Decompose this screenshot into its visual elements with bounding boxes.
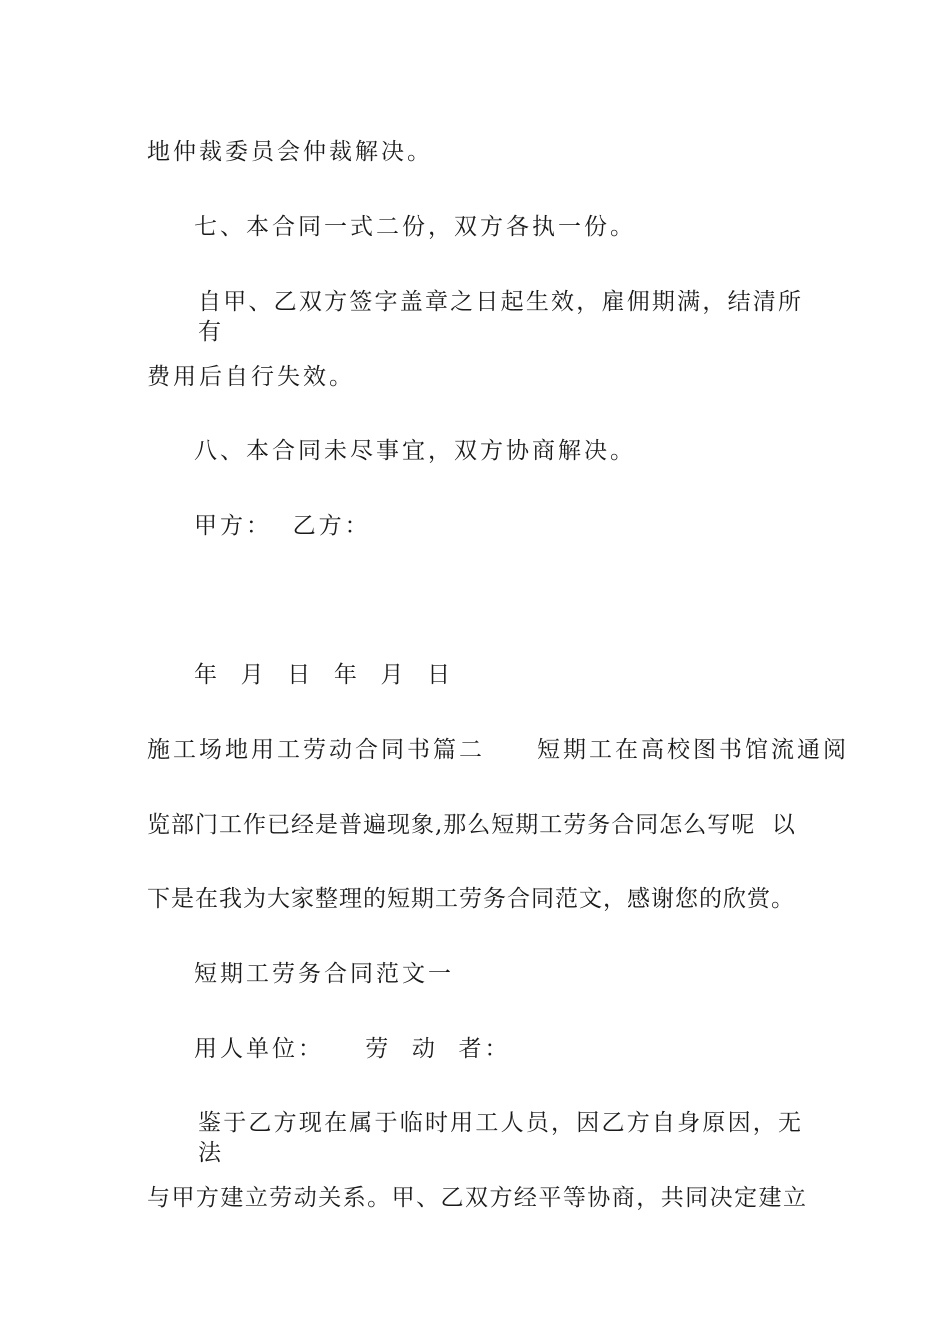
- paragraph-line: 鉴于乙方现在属于临时用工人员，因乙方自身原因，无法: [198, 1110, 803, 1166]
- paragraph-line: 下是在我为大家整理的短期工劳务合同范文，感谢您的欣赏。: [147, 886, 795, 912]
- section-title: 施工场地用工劳动合同书篇二: [147, 737, 485, 763]
- paragraph-line: 览部门工作已经是普遍现象,那么短期工劳务合同怎么写呢 以: [147, 812, 796, 838]
- sample-title: 短期工劳务合同范文一: [194, 961, 454, 987]
- clause-eight: 八、本合同未尽事宜，双方协商解决。: [194, 438, 636, 464]
- paragraph-line: 自甲、乙双方签字盖章之日起生效，雇佣期满，结清所有: [198, 289, 803, 345]
- paragraph-line: 与甲方建立劳动关系。甲、乙双方经平等协商，共同决定建立: [147, 1185, 807, 1211]
- paragraph-text: 短期工在高校图书馆流通阅: [537, 737, 849, 763]
- paragraph-line: 地仲裁委员会仲裁解决。: [147, 139, 433, 165]
- signature-dates: 年 月 日 年 月 日: [194, 662, 454, 688]
- signature-parties: 甲方： 乙方：: [194, 513, 371, 539]
- clause-seven: 七、本合同一式二份，双方各执一份。: [194, 214, 636, 240]
- paragraph-line: 费用后自行失效。: [147, 364, 355, 390]
- party-labels: 用人单位： 劳 动 者：: [194, 1036, 511, 1062]
- section-heading-line: [147, 735, 849, 765]
